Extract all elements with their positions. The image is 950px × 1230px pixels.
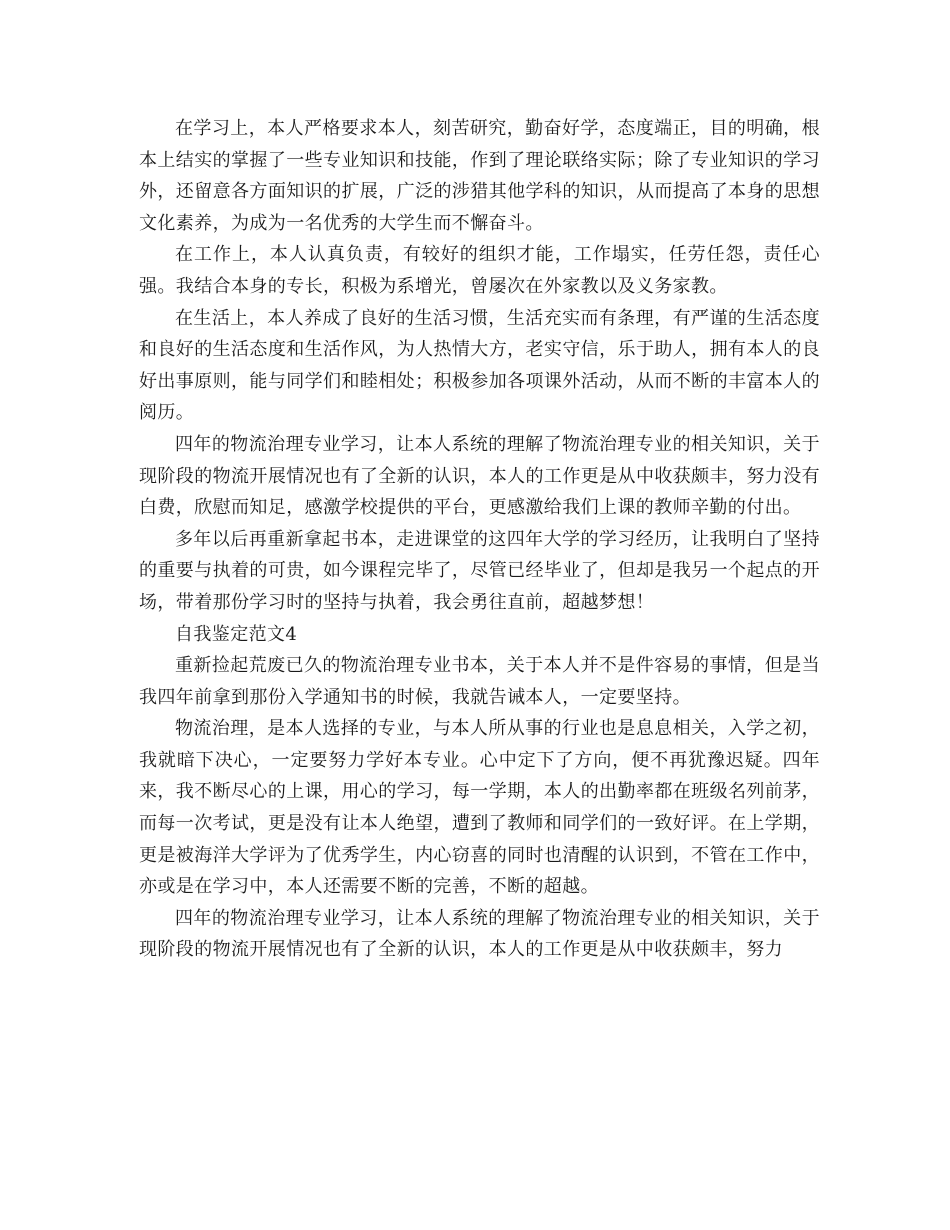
document-body [139, 113, 820, 966]
paragraph-life: 在生活上，本人养成了良好的生活习惯，生活充实而有条理，有严谨的生活态度和良好的生活态度和生活作风，为人热情大方，老实守信，乐于助人，拥有本人的良好出事原则，能与同学们和睦相处；积极参加各项课外活动，从而不断的丰富本人的阅历。 [139, 307, 820, 424]
paragraph-study: 在学习上，本人严格要求本人，刻苦研究，勤奋好学，态度端正，目的明确，根本上结实的掌握了一些专业知识和技能，作到了理论联络实际；除了专业知识的学习外，还留意各方面知识的扩展，广泛的涉猎其他学科的知识，从而提高了本身的思想文化素养，为成为一名优秀的大学生而不懈奋斗。 [139, 118, 820, 234]
paragraph-work: 在工作上，本人认真负责，有较好的组织才能，工作塌实，任劳任怨，责任心强。我结合本身的专长，积极为系增光，曾屡次在外家教以及义务家教。 [139, 244, 820, 297]
paragraph-major: 物流治理，是本人选择的专业，与本人所从事的行业也是息息相关，入学之初，我就暗下决心，一定要努力学好本专业。心中定下了方向，便不再犹豫迟疑。四年来，我不断尽心的上课，用心的学习，每一学期，本人的出勤率都在班级名列前茅，而每一次考试，更是没有让本人绝望，遭到了教师和同学们的一致好评。在上学期，更是被海洋大学评为了优秀学生，内心窃喜的同时也清醒的认识到，不管在工作中，亦或是在学习中，本人还需要不断的完善，不断的超越。 [139, 718, 820, 898]
paragraph-four-years: 四年的物流治理专业学习，让本人系统的理解了物流治理专业的相关知识，关于现阶段的物流开展情况也有了全新的认识，本人的工作更是从中收获颇丰，努力没有白费，欣慰而知足，感激学校提供的平台，更感激给我们上课的教师辛勤的付出。 [139, 433, 820, 519]
paragraph-conclusion: 多年以后再重新拿起书本，走进课堂的这四年大学的学习经历，让我明白了坚持的重要与执着的可贵，如今课程完毕了，尽管已经毕业了，但却是我另一个起点的开场，带着那份学习时的坚持与执着，我会勇往直前，超越梦想！ [139, 528, 820, 613]
paragraph-four-years-repeat: 四年的物流治理专业学习，让本人系统的理解了物流治理专业的相关知识，关于现阶段的物流开展情况也有了全新的认识，本人的工作更是从中收获颇丰，努力 [139, 907, 820, 961]
paragraph-restart: 重新捡起荒废已久的物流治理专业书本，关于本人并不是件容易的事情，但是当我四年前拿到那份入学通知书的时候，我就告诫本人，一定要坚持。 [139, 655, 820, 708]
section-heading: 自我鉴定范文4 [175, 623, 298, 645]
